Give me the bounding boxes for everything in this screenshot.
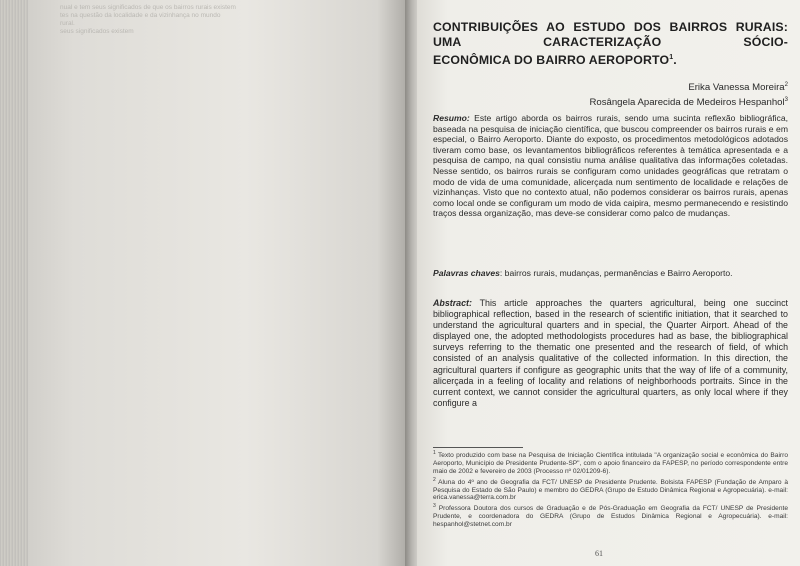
resumo-text: Este artigo aborda os bairros rurais, sendo uma sucinta reflexão bibliográfica, baseada na pesquisa de iniciação científica, que buscou compreender os bairros rurais e em especial, o Bairro Aeroporto. Diante do exposto, os procedimentos metodológicos adotados tiveram como base, os levantamentos bibliográficos referentes à temática apresentada e a pesquisa de campo, na qual consistiu numa análise qualitativa das informações coletadas. Nesse sentido, os bairros rurais se configuram como unidades geográficas que retratam o modo de vida de uma comunidade, alicerçada num sentimento de localidade e relações de vizinhanças. Visto que no contexto atual, não podemos considerar os bairros rurais, apenas como local onde se configuram um modo de vida caipira, mesmo permanecendo e resistindo traços dessa organização, mas deve-se considerar como palco de mudanças.: [433, 113, 788, 219]
abstract-paragraph: [433, 298, 788, 409]
abstract-label: Abstract:: [433, 298, 472, 308]
footnote-text: Aluna do 4º ano de Geografia da FCT/ UNESP de Presidente Prudente. Bolsista FAPESP (Fundação de Amparo à Pesquisa do Estado de São Paulo) e membro do GEDRA (Grupo de Estudo Dinâmica Regional e Agropecuária). e-mail: erica.vanessa@terra.com.br: [433, 478, 788, 502]
page-stack-edge: [0, 0, 28, 566]
title-last-text: ECONÔMICA DO BAIRRO AEROPORTO: [433, 53, 670, 68]
bleed-through-text: [60, 4, 390, 36]
resumo-paragraph: [433, 113, 788, 219]
abstract-text: This article approaches the quarters agricultural, being one succinct bibliographical reflection, based in the research of scientific initiation, that it searched to understand the agricultural quarters and in special, the Quarter Airport. Ahead of the displayed one, the adopted methodologists procedures had as base, the bibliographical surveys referring to the thematic one presented and the research of field, of which consisted of an analysis qualitative of the collected information. In this direction, the agricultural quarters if configure as geographic units that the way of life of a community, alicerçada in a feeling of locality and relations of neighborhoods portraits. Since in the current context, we cannot consider the agricultural quarters, as only local where if they configure a: [433, 298, 788, 408]
title-end: .: [673, 53, 677, 68]
ghost-line: nual e tem seus significados de que os bairros rurais existem: [60, 4, 236, 11]
author-name: Erika Vanessa Moreira: [688, 82, 785, 94]
title-last-line: [433, 50, 788, 68]
author-mark: 3: [784, 97, 788, 104]
resumo-label: Resumo:: [433, 113, 470, 123]
keywords-label: Palavras chaves: [433, 268, 500, 278]
ghost-line: rural.: [60, 20, 75, 27]
ghost-line: seus significados existem: [60, 28, 134, 35]
footnote-text: Texto produzido com base na Pesquisa de Iniciação Científica intitulada "A organização social e econômica do Bairro Aeroporto, Município de Presidente Prudente-SP", com o apoio financeiro da FAPESP, no período correspondente entre maio de 2002 e fevereiro de 2003 (Processo nº 02/01209-6).: [433, 452, 788, 475]
author-name: Rosângela Aparecida de Medeiros Hespanhol: [589, 97, 785, 109]
footnote-2: [433, 477, 788, 503]
authors: [589, 79, 788, 109]
title-footnote-mark: 1: [669, 54, 674, 61]
footnote-3: [433, 503, 788, 529]
article-title: [433, 20, 788, 68]
author-1: [589, 79, 788, 94]
author-mark: 2: [784, 82, 788, 88]
footnote-mark: 1: [433, 450, 436, 456]
footnote-text: Professora Doutora dos cursos de Graduação e de Pós-Graduação em Geografia da FCT/ UNESP de Presidente Prudente, e coordenadora do GEDRA (Grupo de Estudos Dinâmica Regional e Agropecuária). e-mail: hespanhol@stetnet.com.br: [433, 505, 788, 528]
footnote-mark: 3: [433, 503, 436, 510]
keywords-text: : bairros rurais, mudanças, permanências e Bairro Aeroporto.: [499, 268, 733, 278]
ghost-line: tes na questão da localidade e da vizinhança no mundo: [60, 12, 221, 19]
footnote-mark: 2: [433, 476, 436, 483]
author-2: [589, 94, 788, 109]
footnote-1: [433, 450, 788, 476]
footnotes: [433, 450, 788, 530]
title-text: CONTRIBUIÇÕES AO ESTUDO DOS BAIRROS RURAIS: UMA CARACTERIZAÇÃO SÓCIO-: [433, 20, 788, 49]
keywords-paragraph: [433, 268, 788, 279]
right-page: [417, 0, 800, 566]
page-number: 61: [595, 549, 603, 558]
footnote-rule: [433, 447, 523, 448]
